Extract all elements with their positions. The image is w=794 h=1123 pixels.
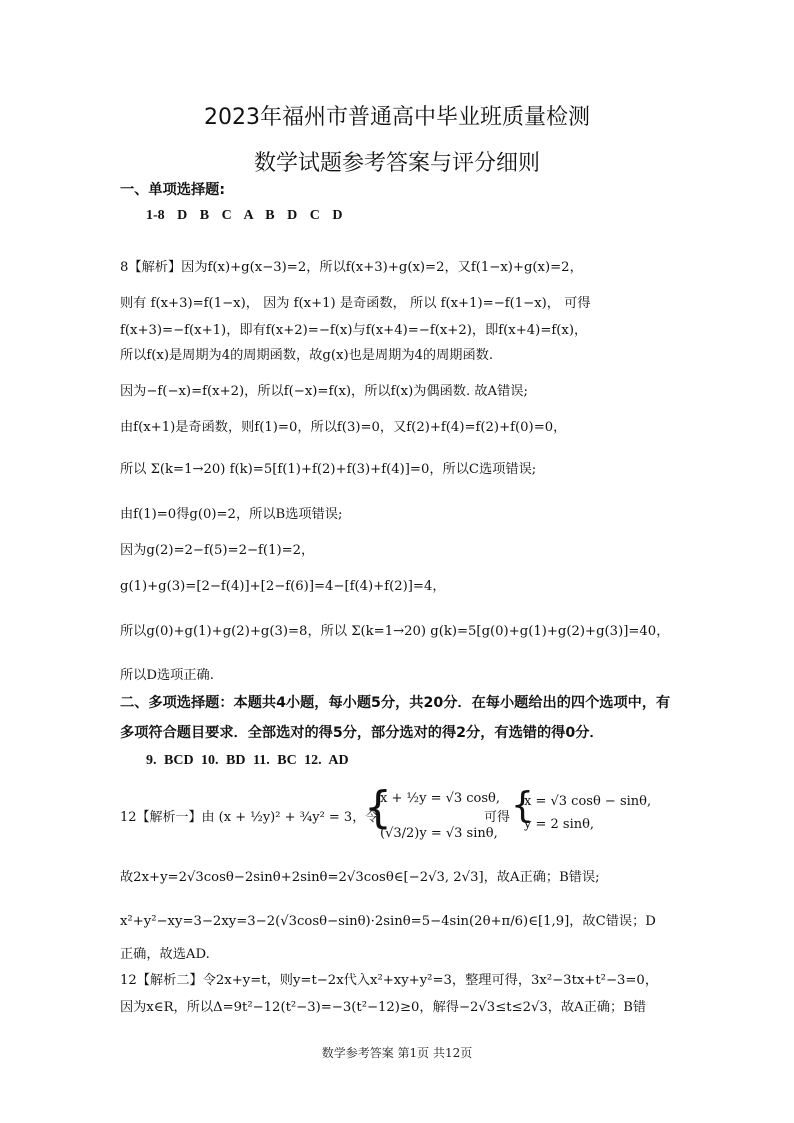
analysis12b-line2: 因为x∈R，所以Δ=9t²−12(t²−3)=−3(t²−12)≥0，解得−2√3≤t≤2√3，故A正确；B错 [120, 1000, 647, 1015]
analysis12a-line1-then: 可得 [484, 810, 511, 825]
analysis8-line2: 则有 f(x+3)=f(1−x)， 因为 f(x+1) 是奇函数， 所以 f(x+1)=−f(1−x)， 可得 [120, 296, 591, 311]
analysis12a-system1-eq2: (√3/2)y = √3 sinθ, [380, 826, 498, 841]
analysis12b-line1: 12【解析二】令2x+y=t，则y=t−2x代入x²+xy+y²=3，整理可得，3x²−3tx+t²−3=0， [120, 973, 659, 988]
analysis12a-line1-prefix: 12【解析一】由 (x + ½y)² + ¾y² = 3，令 [120, 810, 379, 825]
analysis12a-line2: 故2x+y=2√3cosθ−2sinθ+2sinθ=2√3cosθ∈[−2√3, 2√3]，故A正确；B错误; [120, 870, 600, 885]
analysis8-line12: 所以D选项正确. [120, 668, 214, 683]
section2-heading-line1: 二、多项选择题：本题共4小题，每小题5分，共20分．在每小题给出的四个选项中，有 [120, 695, 671, 711]
system-brace-1: { [364, 782, 392, 833]
analysis8-line10: g(1)+g(3)=[2−f(4)]+[2−f(6)]=4−[f(4)+f(2)]=4， [120, 579, 446, 594]
analysis8-line5: 因为−f(−x)=f(x+2)，所以f(−x)=f(x)，所以f(x)为偶函数. 故A错误; [120, 384, 528, 399]
analysis12a-system2-eq2: y = 2 sinθ, [524, 817, 595, 832]
analysis12a-line4: 正确，故选AD. [120, 947, 210, 962]
analysis8-line11: 所以g(0)+g(1)+g(2)+g(3)=8，所以 Σ(k=1→20) g(k)=5[g(0)+g(1)+g(2)+g(3)]=40， [120, 624, 670, 639]
analysis8-line1: 8【解析】因为f(x)+g(x−3)=2，所以f(x+3)+g(x)=2，又f(1−x)+g(x)=2， [120, 260, 583, 275]
analysis8-line4: 所以f(x)是周期为4的周期函数，故g(x)也是周期为4的周期函数. [120, 348, 494, 363]
analysis8-line3: f(x+3)=−f(x+1)，即有f(x+2)=−f(x)与f(x+4)=−f(x+2)，即f(x+4)=f(x)， [120, 323, 588, 338]
section1-answers: 1-8 D B C A B D C D [146, 208, 343, 223]
doc-title: 2023年福州市普通高中毕业班质量检测 [204, 105, 590, 130]
section1-heading: 一、单项选择题: [120, 182, 225, 198]
analysis8-line6: 由f(x+1)是奇函数，则f(1)=0，所以f(3)=0，又f(2)+f(4)=f(2)+f(0)=0， [120, 420, 567, 435]
analysis12a-system1-eq1: x + ½y = √3 cosθ, [380, 791, 501, 806]
section2-answers: 9. BCD 10. BD 11. BC 12. AD [146, 753, 349, 768]
analysis8-line7: 所以 Σ(k=1→20) f(k)=5[f(1)+f(2)+f(3)+f(4)]=0，所以C选项错误; [120, 462, 537, 477]
doc-subtitle: 数学试题参考答案与评分细则 [253, 151, 540, 176]
analysis8-line8: 由f(1)=0得g(0)=2，所以B选项错误; [120, 507, 343, 522]
analysis8-line9: 因为g(2)=2−f(5)=2−f(1)=2， [120, 543, 315, 558]
section2-heading-line2: 多项符合题目要求．全部选对的得5分，部分选对的得2分，有选错的得0分． [120, 725, 604, 741]
page-footer: 数学参考答案 第1页 共12页 [321, 1046, 473, 1060]
analysis12a-line3: x²+y²−xy=3−2xy=3−2(√3cosθ−sinθ)·2sinθ=5−4sin(2θ+π/6)∈[1,9]，故C错误；D [120, 914, 656, 929]
analysis12a-system2-eq1: x = √3 cosθ − sinθ, [524, 794, 652, 809]
system-brace-2: { [511, 785, 534, 826]
